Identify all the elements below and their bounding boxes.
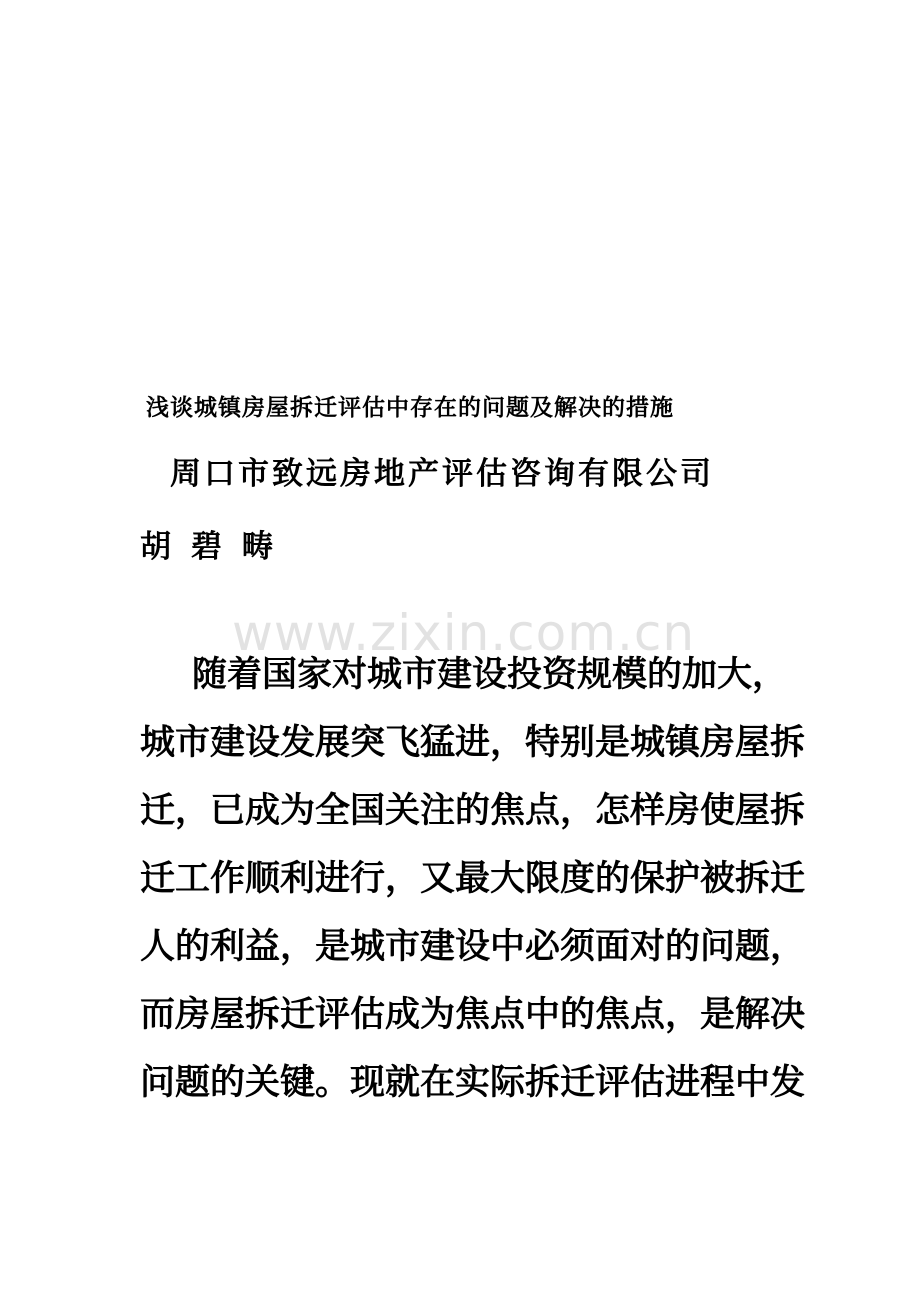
body-line: 迁，已成为全国关注的焦点，怎样房使屋拆: [140, 790, 806, 831]
body-line: 而房屋拆迁评估成为焦点中的焦点，是解决: [140, 994, 806, 1035]
author-name: [140, 521, 293, 566]
body-line: 问题的关键。现就在实际拆迁评估进程中发: [140, 1062, 806, 1103]
body-line: 人的利益，是城市建设中必须面对的问题，: [140, 926, 806, 967]
author-char: 畴: [242, 529, 273, 565]
author-char: 碧: [191, 529, 222, 565]
body-line: 城市建设发展突飞猛进，特别是城镇房屋拆: [140, 722, 806, 763]
body-paragraph: [140, 641, 806, 1117]
company-name: 周口市致远房地产评估咨询有限公司: [170, 456, 714, 492]
watermark: www.zixin.com.cn: [232, 604, 696, 662]
document-title: 浅谈城镇房屋拆迁评估中存在的问题及解决的措施: [146, 394, 674, 421]
body-line: 随着国家对城市建设投资规模的加大，: [192, 654, 788, 695]
body-line: 迁工作顺利进行，又最大限度的保护被拆迁: [140, 858, 806, 899]
author-char: 胡: [140, 529, 171, 565]
